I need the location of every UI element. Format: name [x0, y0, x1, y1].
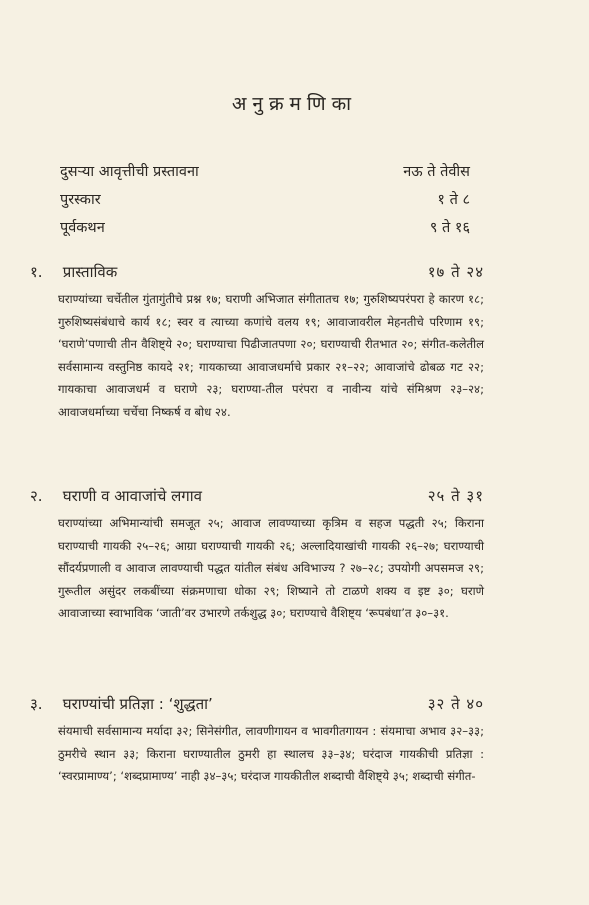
front-matter-pages: नऊ ते तेवीस [403, 164, 470, 180]
section-summary: घराण्यांच्या चर्चेतील गुंतागुंतीचे प्रश्न १७; घराणी अभिजात संगीतातच १७; गुरुशिष्यपरंपरा हे कारण १८; गुरुशिष्यसंबंधाचे कार्य १८; स्वर व त्याच्या कणांचे वलय १९; आवाजावरील मेहनतीचे परिणाम १९; ‘घराणे’पणाची तीन वैशिष्ट्ये २०; घराण्याचा पिढीजातपणा २०; घराण्याची रीतभात २०; संगीत-कलेतील सर्वसामान्य वस्तुनिष्ठ कायदे २१; गायकाच्या आवाजधर्माचे प्रकार २१–२२; आवाजांचे ढोबळ गट २२; गायकाचा आवाजधर्म व घराणे २३; घराण्या-तील परंपरा व नावीन्य यांचे संमिश्रण २३–२४; आवाजधर्माच्या चर्चेचा निष्कर्ष व बोध २४. [58, 292, 484, 419]
page-title: अनुक्रमणिका [231, 93, 358, 115]
front-matter-pages: ९ ते १६ [429, 220, 470, 236]
front-matter-row [60, 186, 470, 214]
front-matter-pages: १ ते ८ [437, 192, 470, 208]
front-matter-list [60, 158, 470, 242]
section-title: घराण्यांची प्रतिज्ञा : ‘शुद्धता’ [62, 695, 213, 713]
section-title: घराणी व आवाजांचे लगाव [62, 487, 202, 505]
section-heading [30, 262, 484, 288]
section-heading [30, 694, 484, 720]
section-summary: संयमाची सर्वसामान्य मर्यादा ३२; सिनेसंगीत, लावणीगायन व भावगीतगायन : संयमाचा अभाव ३२–३३; ठुमरीचे स्थान ३३; किराना घराण्यातील ठुमरी हा स्थालच ३३–३४; घरंदाज गायकीची प्रतिज्ञा : ‘स्वरप्रामाण्य’; ‘शब्दप्रामाण्य’ नाही ३४–३५; घरंदाज गायकीतील शब्दाची वैशिष्ट्ये ३५; शब्दाची संगीत- [58, 724, 484, 784]
section-title: प्रास्ताविक [62, 263, 118, 281]
section-number: १. [30, 263, 43, 281]
front-matter-row [60, 158, 470, 186]
front-matter-row [60, 214, 470, 242]
section-number: २. [30, 487, 43, 505]
section-pages: ३२ ते ४० [427, 695, 484, 713]
toc-section-2 [30, 486, 484, 625]
section-pages: १७ ते २४ [427, 263, 484, 281]
toc-section-1 [30, 262, 484, 424]
section-number: ३. [30, 695, 43, 713]
section-summary: घराण्यांच्या अभिमान्यांची समजूत २५; आवाज लावण्याच्या कृत्रिम व सहज पद्धती २५; किराना घराण्याची गायकी २५–२६; आग्रा घराण्याची गायकी २६; अल्लादियाखांची गायकी २६–२७; घराण्याची सौंदर्यप्रणाली व आवाज लावण्याची पद्धत यांतील संबंध अविभाज्य ? २७–२८; उपयोगी अपसमज २९; गुरूतील असुंदर लकबींच्या संक्रमणाचा धोका २९; शिष्याने तो टाळणे शक्य व इष्ट ३०; घराणे आवाजाच्या स्वाभाविक ‘जाती’वर उभारणे तर्कशुद्ध ३०; घराण्याचे वैशिष्ट्य ‘रूपबंधा’त ३०–३१. [58, 516, 484, 621]
section-heading [30, 486, 484, 512]
toc-section-3 [30, 694, 484, 788]
front-matter-label: पुरस्कार [60, 192, 101, 208]
front-matter-label: दुसऱ्या आवृत्तीची प्रस्तावना [60, 164, 199, 180]
section-pages: २५ ते ३१ [427, 487, 484, 505]
front-matter-label: पूर्वकथन [60, 220, 105, 236]
